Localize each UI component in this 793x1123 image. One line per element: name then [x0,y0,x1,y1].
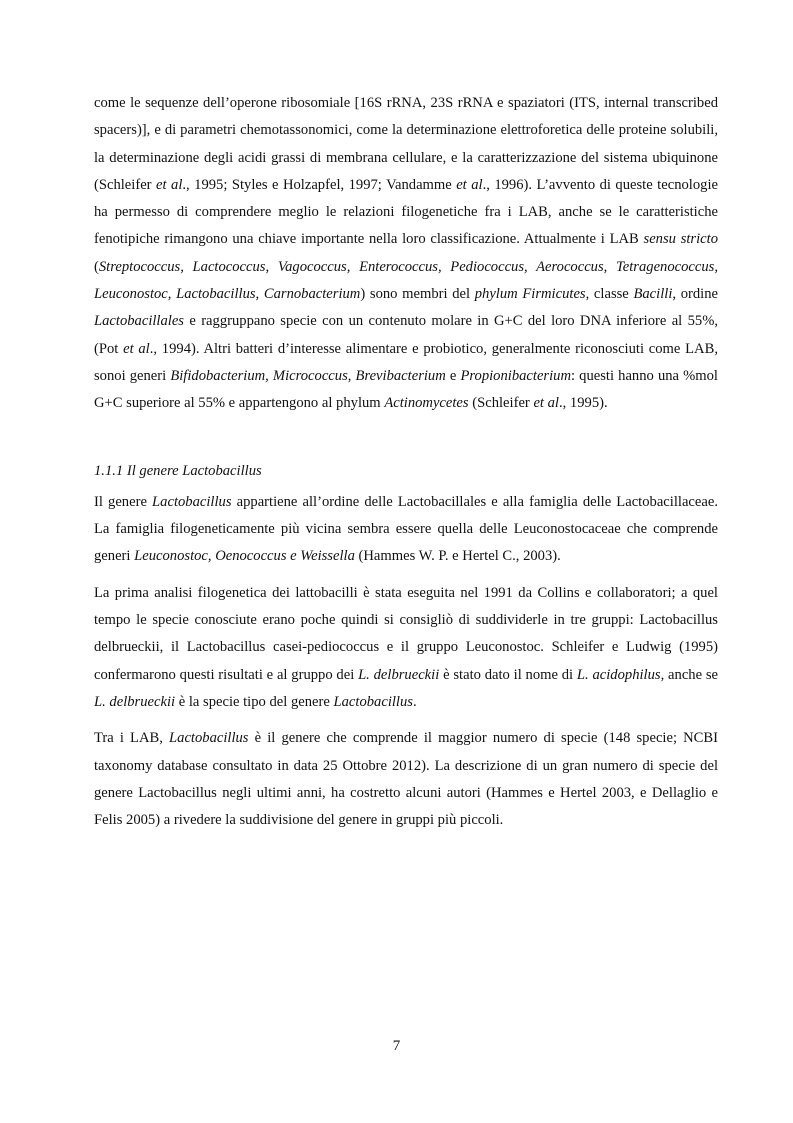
italic-text-run: et al [156,176,183,193]
text-run: ) sono membri del [360,286,475,303]
text-run: , ordine [672,286,718,303]
italic-text-run: Propionibacterium [460,367,572,384]
text-run: ., 1995; Styles e Holzapfel, 1997; Vandamme [182,176,457,193]
text-run: La prima analisi filogenetica dei lattobacilli è stata eseguita nel 1991 da Collins e collaboratori; a quel tempo le specie conosciute erano poche quindi si consigliò di suddividerle in tre gruppi: Lactobacillus delbrueckii, il Lactobacillus casei-pediococcus e il gruppo Leuconostoc. Schleifer e Ludwig (1995) confermarono questi risultati e al gruppo dei [94,584,718,683]
text-run: (Schleifer [468,395,534,412]
text-run: ., 1995). [558,395,608,412]
italic-text-run: Actinomycetes [384,395,469,412]
italic-text-run: sensu stricto [643,231,718,248]
italic-text-run: Bifidobacterium, Micrococcus, Brevibacterium [170,367,446,384]
text-run: è stato dato il nome di [439,666,577,683]
text-run: Il genere [94,493,153,510]
italic-text-run: Lactobacillus [152,493,232,510]
italic-text-run: Lactobacillus [169,730,249,747]
section-spacer [94,418,718,458]
text-run: e raggruppano specie con un contenuto molare in G+C del loro DNA inferiore al 55%, (Pot [94,313,718,357]
italic-text-run: L. delbrueckii [358,666,440,683]
text-run: , classe [585,286,634,303]
text-run: , anche se [660,666,719,683]
text-run: ., 1994). Altri batteri d’interesse alimentare e probiotico, generalmente riconosciuti come LAB, sonoi generi [94,340,718,384]
text-run: . [412,693,417,710]
text-run: come le sequenze dell’operone ribosomiale [16S rRNA, 23S rRNA e spaziatori (ITS, internal transcribed spacers)], e di parametri chemotassonomici, come la determinazione elettroforetica delle proteine solubili, la determinazione degli acidi grassi di membrana cellulare, e la caratterizzazione del sistema ubiquinone (Schleifer [94,95,718,193]
section-heading: 1.1.1 Il genere Lactobacillus [94,462,262,479]
text-run: è la specie tipo del genere [175,693,334,710]
page-body [94,90,718,834]
text-run: appartiene all’ordine delle Lactobacillales e alla famiglia delle Lactobacillaceae. La famiglia filogeneticamente più vicina sembra essere quella delle Leuconostocaceae che comprende generi [94,493,718,565]
italic-text-run: et al [456,176,483,193]
body-paragraph [94,725,718,834]
text-run: è il genere che comprende il maggior numero di specie (148 specie; NCBI taxonomy database consultato in data 25 Ottobre 2012). La descrizione di un gran numero di specie del genere Lactobacillus negli ultimi anni, ha costretto alcuni autori (Hammes e Hertel 2003, e Dellaglio e Felis 2005) a rivedere la suddivisione del genere in gruppi più piccoli. [94,730,719,829]
page-number: 7 [392,1038,401,1054]
text-run: ( [94,258,99,275]
italic-text-run: et al [123,340,150,357]
body-paragraph [94,580,718,716]
text-run: ., 1996). L’avvento di queste tecnologie ha permesso di comprendere meglio le relazioni filogenetiche fra i LAB, anche se le caratteristiche fenotipiche rimangono una chiave importante nella loro classificazione. Attualmente i LAB [94,176,718,248]
text-run: : questi hanno una %mol G+C superiore al 55% e appartengono al phylum [94,367,718,412]
body-paragraph [94,489,718,571]
body-paragraph [94,90,718,418]
italic-text-run: phylum Firmicutes [474,286,586,303]
italic-text-run: et al [533,395,559,412]
text-run: e [445,367,461,384]
italic-text-run: L. acidophilus [576,666,661,683]
italic-text-run: Lactobacillales [94,313,184,330]
italic-text-run: Streptococcus, Lactococcus, Vagococcus, Enterococcus, Pediococcus, Aerococcus, Tetragenococcus, Leuconostoc, Lactobacillus, Carnobacterium [94,258,718,303]
italic-text-run: Lactobacillus [333,693,413,710]
italic-text-run: Bacilli [633,286,673,303]
italic-text-run: Leuconostoc, Oenococcus e Weissella [134,548,355,565]
text-run: Tra i LAB, [94,730,170,747]
text-run: (Hammes W. P. e Hertel C., 2003). [354,548,561,565]
italic-text-run: L. delbrueckii [94,693,176,710]
